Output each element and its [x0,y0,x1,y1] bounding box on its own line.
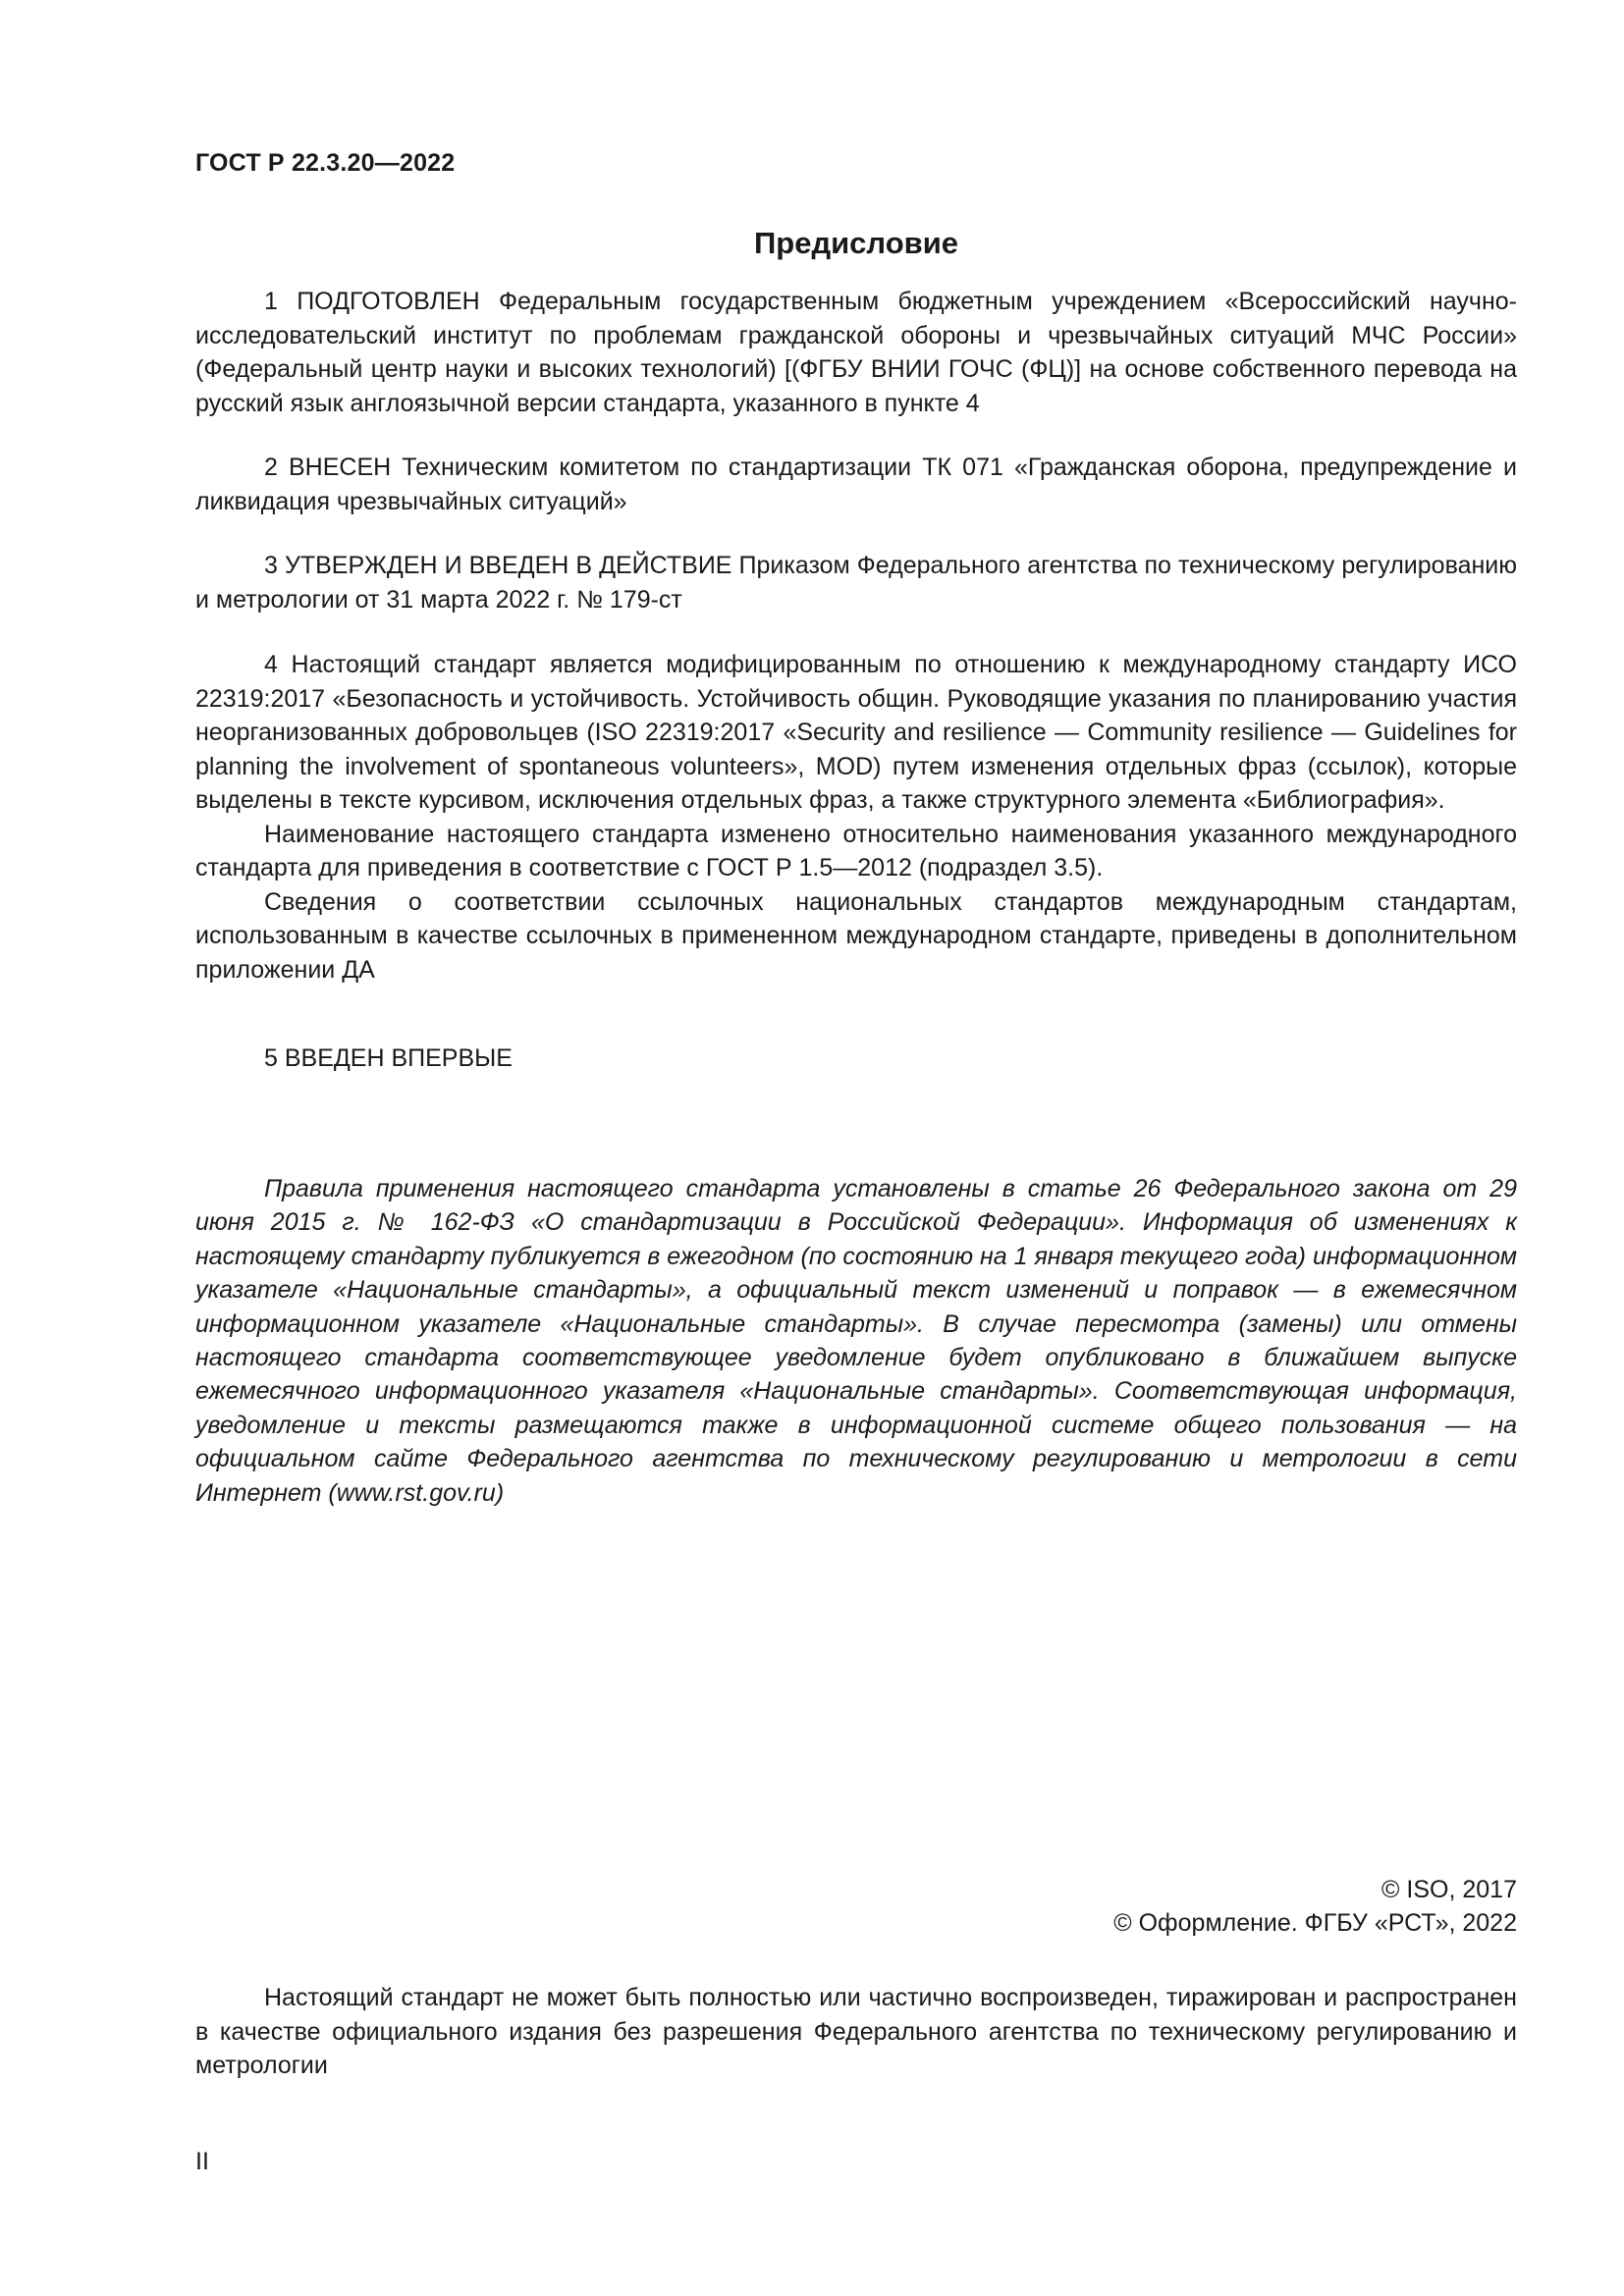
reproduction-notice [195,1981,1517,2083]
item-5-text: 5 ВВЕДЕН ВПЕРВЫЕ [264,1044,513,1072]
item-4-name-change: Наименование настоящего стандарта изменено относительно наименования указанного международного стандарта для приведения в соответствие с ГОСТ Р 1.5—2012 (подраздел 3.5). [195,820,1517,881]
rules-notice-text: Правила применения настоящего стандарта установлены в статье 26 Федерального закона от 29 июня 2015 г. № 162-ФЗ «О стандартизации в Российской Федерации». Информация об изменениях к настоящему стандарту публикуется в ежегодном (по состоянию на 1 января текущего года) информационном указателе «Национальные стандарты», а официальный текст изменений и поправок — в ежемесячном информационном указателе «Национальные стандарты». В случае пересмотра (замены) или отмены настоящего стандарта соответствующее уведомление будет опубликовано в ближайшем выпуске ежемесячного информационного указателя «Национальные стандарты». Соответствующая информация, уведомление и тексты размещаются также в информационной системе общего пользования — на официальном сайте Федерального агентства по техническому регулированию и метрологии в сети Интернет (www.rst.gov.ru) [195,1175,1518,1507]
item-4-references-note: Сведения о соответствии ссылочных национальных стандартов международным стандартам, использованным в качестве ссылочных в примененном международном стандарте, приведены в дополнительном приложении ДА [195,887,1517,984]
item-2-text: 2 ВНЕСЕН Техническим комитетом по стандартизации ТК 071 «Гражданская оборона, предупреждение и ликвидация чрезвычайных ситуаций» [195,454,1517,515]
item-4 [195,648,1517,987]
section-title: Предисловие [753,226,958,260]
item-2 [195,451,1517,518]
item-1-text: 1 ПОДГОТОВЛЕН Федеральным государственным бюджетным учреждением «Всероссийский научно-исследовательский институт по проблемам гражданской обороны и чрезвычайных ситуаций МЧС России» (Федеральный центр науки и высоких технологий) [(ФГБУ ВНИИ ГОЧС (ФЦ)] на основе собственного перевода на русский язык англоязычной версии стандарта, указанного в пункте 4 [195,288,1517,417]
item-5 [195,1041,1517,1076]
page-number: II [195,2148,209,2175]
reproduction-notice-text: Настоящий стандарт не может быть полностью или частично воспроизведен, тиражирован и распространен в качестве официального издания без разрешения Федерального агентства по техническому регулированию и метрологии [195,1984,1517,2079]
rules-notice [195,1172,1517,1510]
item-3 [195,549,1517,616]
copyright-rst: © Оформление. ФГБУ «РСТ», 2022 [1113,1909,1517,1937]
item-4-text: 4 Настоящий стандарт является модифицированным по отношению к международному стандарту ИСО 22319:2017 «Безопасность и устойчивость. Устойчивость общин. Руководящие указания по планированию участия неорганизованных добровольцев (ISO 22319:2017 «Security and resilience — Community resilience — Guidelines for planning the involvement of spontaneous volunteers», MOD) путем изменения отдельных фраз (ссылок), которые выделены в тексте курсивом, исключения отдельных фраз, а также структурного элемента «Библиография». [195,651,1517,814]
copyright-block [1113,1873,1517,1940]
document-number-header: ГОСТ Р 22.3.20—2022 [195,149,456,177]
item-1 [195,285,1517,420]
copyright-iso: © ISO, 2017 [1381,1876,1517,1903]
item-3-text: 3 УТВЕРЖДЕН И ВВЕДЕН В ДЕЙСТВИЕ Приказом Федерального агентства по техническому регулированию и метрологии от 31 марта 2022 г. № 179-ст [195,552,1517,614]
